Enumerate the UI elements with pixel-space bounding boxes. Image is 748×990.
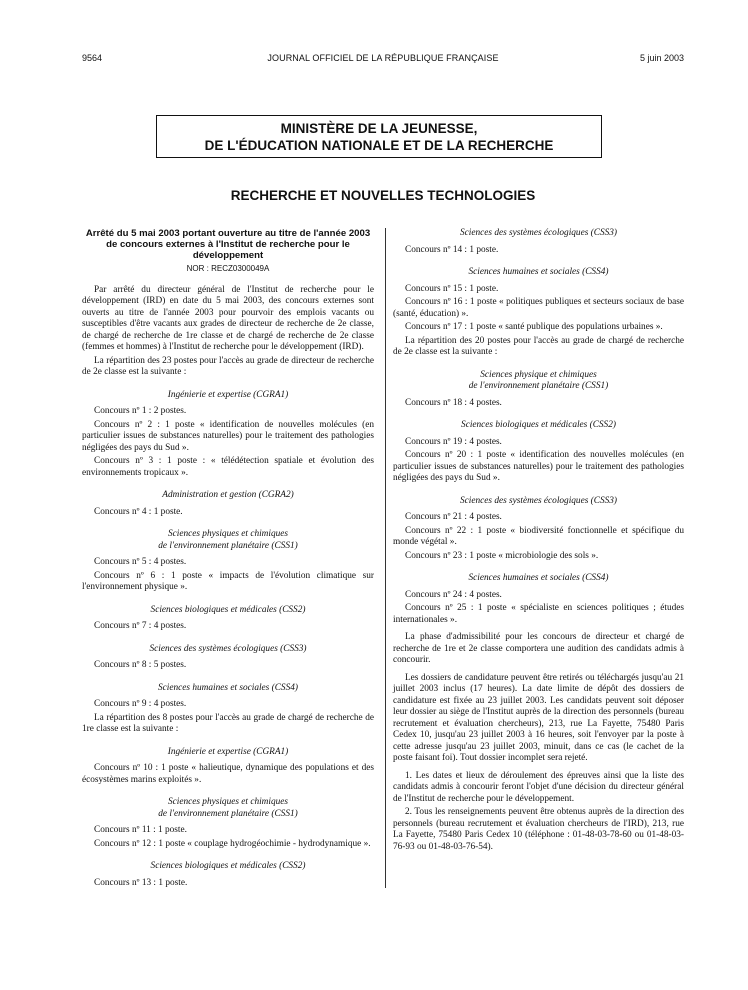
journal-title: JOURNAL OFFICIEL DE LA RÉPUBLIQUE FRANÇAISE xyxy=(267,53,499,63)
subsection-heading: Sciences humaines et sociales (CSS4) xyxy=(468,573,609,583)
paragraph: La répartition des 20 postes pour l'accès au grade de chargé de recherche de 2e classe est la suivante : xyxy=(393,335,684,357)
subsection-heading-line: Sciences physique et chimiques xyxy=(480,369,597,380)
concours-item: Concours nº 12 : 1 poste « couplage hydrogéochimie - hydrodynamique ». xyxy=(94,838,371,849)
subsection-heading: Sciences des systèmes écologiques (CSS3) xyxy=(460,228,617,238)
page-header xyxy=(82,53,684,67)
concours-item: Concours nº 20 : 1 poste « identification des nouvelles molécules (en particulier issues de substances naturelles) pour le traitement des pathologies négligées des pays du Sud ». xyxy=(393,450,684,483)
ministry-box xyxy=(156,115,602,158)
subsection-heading-line: de l'environnement planétaire (CSS1) xyxy=(158,808,298,819)
subsection-heading: Ingénierie et expertise (CGRA1) xyxy=(167,389,289,400)
decree-heading: Arrêté du 5 mai 2003 portant ouverture au titre de l'année 2003 de concours externes à l'Institut de recherche pour le développement xyxy=(85,228,371,261)
paragraph: 1. Les dates et lieux de déroulement des épreuves ainsi que la liste des candidats admis à concourir feront l'objet d'une décision du directeur général de l'Institut de recherche pour le développement. xyxy=(393,770,684,804)
subsection-heading-line: Sciences physiques et chimiques xyxy=(167,797,289,807)
concours-item: Concours nº 8 : 5 postes. xyxy=(94,660,187,670)
paragraph: La répartition des 23 postes pour l'accès au grade de directeur de recherche de 2e classe est la suivante : xyxy=(82,355,374,377)
concours-item: Concours nº 2 : 1 poste « identification de nouvelles molécules (en particulier issues de substances naturelles) pour le traitement des pathologies négligées des pays du Sud ». xyxy=(82,419,374,453)
concours-item: Concours nº 23 : 1 poste « microbiologie des sols ». xyxy=(405,550,599,561)
ministry-line-1: MINISTÈRE DE LA JEUNESSE, xyxy=(280,121,478,136)
ministry-line-2: DE L'ÉDUCATION NATIONALE ET DE LA RECHERCHE xyxy=(204,138,554,153)
concours-item: Concours nº 13 : 1 poste. xyxy=(94,877,188,888)
concours-item: Concours nº 16 : 1 poste « politiques publiques et secteurs sociaux de base (santé, éducation) ». xyxy=(393,297,684,319)
subsection-heading-line: de l'environnement planétaire (CSS1) xyxy=(158,540,298,551)
paragraph: 2. Tous les renseignements peuvent être obtenus auprès de la direction des personnels (bureau recrutement et évaluation chercheurs de l'IRD), 213, rue La Fayette, 75480 Paris Cedex 10 (téléphone : 01-48-03-78-60 ou 01-48-03-76-93 ou 01-48-03-76-54). xyxy=(393,807,684,852)
paragraph: Les dossiers de candidature peuvent être retirés ou téléchargés jusqu'au 21 juillet 2003 inclus (17 heures). La date limite de dépôt des dossiers de candidature est fixée au 23 juillet 2003. Les candidats peuvent soit déposer leur dossier au siège de l'Institut auprès de la direction des personnels (bureau recrutement et évaluation chercheurs), 213, rue La Fayette, 75480 Paris Cedex 10, jusqu'au 23 juillet 2003 à 16 heures, soit l'envoyer par la poste à cette adresse jusqu'au 23 juillet 2003, minuit, dans ce cas (le cachet de la poste faisant foi). Tout dossier incomplet sera rejeté. xyxy=(393,672,684,763)
subsection-heading xyxy=(393,370,684,393)
subsection-heading-line: de l'environnement planétaire (CSS1) xyxy=(468,381,609,391)
subsection-heading: Sciences humaines et sociales (CSS4) xyxy=(158,682,298,693)
concours-item: Concours nº 9 : 4 postes. xyxy=(94,699,187,709)
concours-item: Concours nº 14 : 1 poste. xyxy=(405,244,499,255)
concours-item: Concours nº 22 : 1 poste « biodiversité fonctionnelle et spécifique du monde végétal ». xyxy=(393,525,684,547)
subsection-heading: Sciences biologiques et médicales (CSS2) xyxy=(150,604,306,615)
concours-item: Concours nº 7 : 4 postes. xyxy=(94,621,187,631)
nor-reference: NOR : RECZ0300049A xyxy=(186,264,270,273)
subsection-heading: Sciences des systèmes écologiques (CSS3) xyxy=(149,643,307,654)
subsection-heading: Sciences biologiques et médicales (CSS2) xyxy=(461,420,616,430)
column-divider xyxy=(385,228,386,888)
concours-item: Concours nº 11 : 1 poste. xyxy=(94,825,187,835)
section-title: RECHERCHE ET NOUVELLES TECHNOLOGIES xyxy=(230,188,536,203)
subsection-heading: Ingénierie et expertise (CGRA1) xyxy=(167,746,289,757)
concours-item: Concours nº 21 : 4 postes. xyxy=(405,512,502,522)
left-column xyxy=(82,228,374,891)
concours-item: Concours nº 6 : 1 poste « impacts de l'évolution climatique sur l'environnement physique ». xyxy=(82,570,374,592)
right-column xyxy=(393,228,684,855)
concours-item: Concours nº 25 : 1 poste « spécialiste en sciences politiques ; études internationales ». xyxy=(393,603,684,625)
concours-item: Concours nº 1 : 2 postes. xyxy=(94,406,187,416)
issue-date: 5 juin 2003 xyxy=(639,53,684,63)
subsection-heading xyxy=(82,529,374,552)
paragraph: La phase d'admissibilité pour les concours de directeur et chargé de recherche de 1re et 2e classe comportera une audition des candidats admis à concourir. xyxy=(393,632,684,665)
page-number: 9564 xyxy=(82,53,103,63)
concours-item: Concours nº 3 : 1 poste : « télédétection spatiale et évolution des environnements tropicaux ». xyxy=(82,456,374,478)
subsection-heading: Sciences des systèmes écologiques (CSS3) xyxy=(460,495,617,506)
concours-item: Concours nº 17 : 1 poste « santé publique des populations urbaines ». xyxy=(405,322,663,332)
subsection-heading: Administration et gestion (CGRA2) xyxy=(162,490,294,500)
concours-item: Concours nº 5 : 4 postes. xyxy=(94,557,187,567)
subsection-heading xyxy=(82,797,374,820)
paragraph: La répartition des 8 postes pour l'accès au grade de chargé de recherche de 1re classe est la suivante : xyxy=(82,712,374,734)
concours-item: Concours nº 15 : 1 poste. xyxy=(405,283,499,294)
subsection-heading: Sciences humaines et sociales (CSS4) xyxy=(468,267,609,277)
subsection-heading-line: Sciences physiques et chimiques xyxy=(167,529,289,539)
paragraph: Par arrêté du directeur général de l'Institut de recherche pour le développement (IRD) en date du 5 mai 2003, des concours externes sont ouverts au titre de l'année 2003 pour pourvoir des emplois vacants ou susceptibles d'être vacants aux grades de directeur de recherche de 2e classe, de chargé de recherche de 1re classe et de chargé de recherche de 2e classe (femmes et hommes) à l'Institut de recherche pour le développement (IRD). xyxy=(82,284,374,352)
concours-item: Concours nº 24 : 4 postes. xyxy=(405,589,502,600)
concours-item: Concours nº 18 : 4 postes. xyxy=(405,397,502,408)
concours-item: Concours nº 10 : 1 poste « halieutique, dynamique des populations et des écosystèmes marins exploités ». xyxy=(82,763,374,785)
concours-item: Concours nº 19 : 4 postes. xyxy=(405,436,502,447)
subsection-heading: Sciences biologiques et médicales (CSS2) xyxy=(150,861,306,871)
concours-item: Concours nº 4 : 1 poste. xyxy=(94,506,183,517)
